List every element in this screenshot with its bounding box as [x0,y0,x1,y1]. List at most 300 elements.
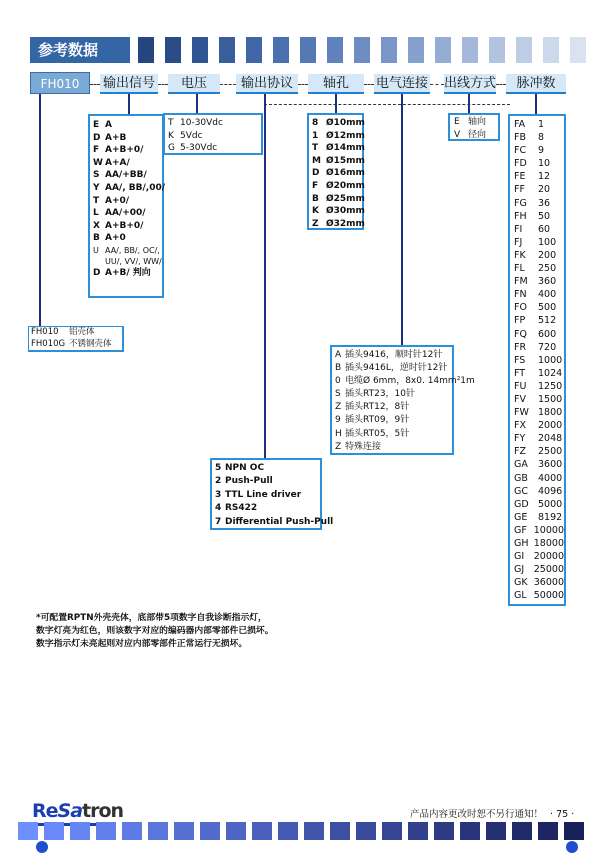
footer-square [18,822,38,840]
footer-square [44,822,64,840]
signal-item [93,256,162,267]
connection-item-code: A [335,350,342,360]
pulse-item [514,170,564,183]
footer-square [434,822,454,840]
pulse-item [514,328,564,341]
pulse-item-label: 1000 [538,354,563,366]
header-square [489,37,505,63]
signal-item-code: E [93,120,100,130]
pulse-item [514,301,564,314]
shaft-item [312,142,365,155]
pulse-item-code: FA [514,119,526,130]
outlet-item-code: V [454,129,461,140]
separator [430,84,444,85]
header-square [462,37,478,63]
signal-item-code: D [93,267,101,278]
shaft-item-code: K [312,206,319,217]
signal-item-code: B [93,233,100,244]
pulse-list [508,114,566,606]
housing-item [31,327,122,339]
connection-list [330,345,475,455]
shaft-item-code: Z [312,218,319,229]
signal-item-label: A [105,120,112,130]
footer-square [512,822,532,840]
pulse-item [514,432,564,445]
pulse-item-code: GI [514,551,525,563]
protocol-item [215,475,320,488]
signal-item [93,169,162,182]
outlet-item-label: 轴向 [468,117,487,127]
pulse-item-code: FG [514,197,527,209]
signal-item-label: AA/+00/ [105,208,146,219]
shaft-item [312,218,365,231]
pulse-item [514,367,564,380]
connection-item-code: S [335,389,341,400]
model-code: FH010 [30,72,90,94]
connection-item-label: 插头9416L，逆时针12针 [345,363,448,374]
shaft-item-label: Ø15mm [326,155,365,166]
pulse-item [514,511,564,524]
signal-item-code: X [93,220,100,231]
pulse-item-code: FW [514,407,529,419]
pulse-item-label: 20000 [533,551,564,563]
housing-item [31,339,122,351]
pulse-item-label: 720 [538,341,557,353]
protocol-item-code: 7 [215,516,222,527]
voltage-item [168,117,261,130]
pulse-item [514,537,564,550]
column-connection: 电气连接 [374,74,430,94]
signal-item [93,245,162,256]
protocol-item-label: TTL Line driver [225,489,302,500]
pulse-item-label: 5000 [538,498,563,510]
footer-square [96,822,116,840]
pulse-item-label: 36000 [533,577,564,589]
shaft-item-code: M [312,155,321,166]
signal-item [93,207,162,220]
pulse-item [514,314,564,327]
connection-item [335,414,452,427]
connection-item-label: 电缆Ø 6mm，8x0. 14mm²1m [345,376,475,387]
connection-item [335,349,452,362]
signal-item [93,195,162,208]
header-square [273,37,289,63]
pulse-item-label: 60 [538,223,551,235]
pulse-item [514,393,564,406]
protocol-item-code: 4 [215,503,222,514]
shaft-item-label: Ø14mm [326,143,365,154]
protocol-item-code: 2 [215,476,222,487]
voltage-item [168,130,261,143]
page-number: · 75 · [550,809,575,820]
separator [90,84,100,85]
separator [364,84,374,85]
pulse-item-label: 512 [538,315,557,327]
housing-item-label: 不锈钢壳体 [69,338,112,349]
column-voltage: 电压 [168,74,220,94]
footer-square [252,822,272,840]
connection-item-code: 0 [335,376,341,387]
pulse-item [514,144,564,157]
shaft-item-code: D [312,168,320,179]
pulse-item-label: 9 [538,145,545,157]
shaft-item-label: Ø32mm [326,218,365,229]
signal-item-label: A+B/ 判向 [105,267,151,278]
connector-line [128,94,130,116]
pulse-item [514,498,564,511]
pulse-item [514,262,564,275]
pulse-item [514,589,564,602]
footer-notice-text: 产品内容更改时恕不另行通知！ [410,809,544,820]
pulse-item-code: FH [514,210,527,222]
header-square [408,37,424,63]
note-line: 数字灯亮为红色，则该数字对应的编码器内部零部件已损坏。 [36,626,274,636]
housing-list [28,326,124,352]
pulse-item-label: 2000 [538,420,563,432]
pulse-item-label: 36 [538,197,551,209]
pulse-item-code: GE [514,511,528,523]
dashed-guide [264,104,510,105]
protocol-item-label: Differential Push-Pull [225,516,334,527]
pulse-item-code: FP [514,315,526,327]
signal-item-code: W [93,157,103,168]
footer-square [200,822,220,840]
pulse-item-code: GF [514,524,527,536]
pulse-item-code: FQ [514,328,527,340]
pulse-item-code: FJ [514,236,523,248]
pulse-item [514,380,564,393]
signal-item-label: AA/, BB/, OC/, [105,245,160,255]
note-line: 数字指示灯未亮起则对应内部零部件正常运行无损坏。 [36,639,248,649]
connection-item-code: Z [335,402,342,413]
pulse-item [514,458,564,471]
shaft-item-label: Ø12mm [326,130,365,141]
footer-square [226,822,246,840]
shaft-item-code: T [312,143,319,154]
pulse-item-label: 50000 [533,590,564,602]
pulse-item-label: 600 [538,328,557,340]
protocol-item-code: 3 [215,489,222,500]
pulse-item-label: 360 [538,276,557,288]
connection-item-label: 插头RT12，8针 [345,402,410,413]
notes [36,612,274,651]
pulse-item [514,485,564,498]
column-pulse: 脉冲数 [506,74,566,94]
resatron-logo [32,800,123,822]
signal-item-label: A+B [105,132,127,143]
voltage-item-code: T [168,118,174,128]
signal-item [93,132,162,145]
pulse-item-code: FZ [514,446,526,458]
pulse-item-label: 10 [538,158,551,170]
separator [220,84,236,85]
signal-item-label: A+A/ [105,157,130,168]
footer-square [122,822,142,840]
connector-line [535,94,537,114]
column-output-signal: 输出信号 [100,74,158,94]
pulse-item-code: GB [514,472,528,484]
header-square [246,37,262,63]
shaft-item-label: Ø20mm [326,180,365,191]
connection-item-label: 特殊连接 [345,441,382,452]
footer-square [148,822,168,840]
pulse-item-label: 2048 [538,433,563,445]
signal-item-label: A+0 [105,233,126,244]
pulse-item-label: 1250 [538,380,563,392]
header-square [165,37,181,63]
pulse-item-code: FC [514,145,527,157]
pulse-item [514,445,564,458]
signal-item-label: AA/+BB/ [105,170,147,181]
footer-square [330,822,350,840]
voltage-item-code: K [168,130,174,141]
pulse-item-label: 200 [538,249,557,261]
shaft-item-code: B [312,193,319,204]
pulse-item-code: FU [514,380,527,392]
pulse-item-label: 8192 [538,511,563,523]
signal-item-code: S [93,170,100,181]
header-bar [30,37,604,63]
column-shaft: 轴孔 [308,74,364,94]
protocol-item [215,489,320,502]
voltage-item-label: 10-30Vdc [180,118,223,128]
header-square [435,37,451,63]
shaft-item [312,155,365,168]
footer-square [538,822,558,840]
logo-re: Re [32,800,58,822]
connector-line [264,94,266,458]
connection-item-code: Z [335,441,342,452]
protocol-item [215,502,320,515]
voltage-item-code: G [168,143,175,154]
shaft-item [312,205,365,218]
pulse-item [514,406,564,419]
signal-item-label: A+0/ [105,195,130,206]
pulse-item-code: GJ [514,564,525,576]
shaft-item-code: 8 [312,118,319,128]
header-square [354,37,370,63]
header-square [570,37,586,63]
protocol-item [215,516,334,529]
pulse-item [514,288,564,301]
pulse-item-code: FS [514,354,526,366]
outlet-item [454,129,498,142]
pulse-item-label: 100 [538,236,557,248]
signal-item-code: U [93,245,99,255]
pulse-item-label: 400 [538,289,557,301]
signal-item-code: D [93,132,101,143]
header-square [138,37,154,63]
connection-item-label: 插头RT09，9针 [345,415,410,426]
pulse-item-label: 1024 [538,367,563,379]
logo-tron: tron [82,800,124,822]
signal-item-label: A+B+0/ [105,145,144,156]
pulse-item-label: 250 [538,263,557,275]
pulse-item-code: FX [514,420,526,432]
pulse-item-code: FD [514,158,527,170]
page-title: 参考数据 [30,37,130,63]
voltage-item [168,142,261,155]
logo-sa: Sa [57,800,83,822]
footer-square [304,822,324,840]
connection-item [335,401,452,414]
pulse-item-label: 4000 [538,472,563,484]
voltage-item-label: 5-30Vdc [180,143,218,154]
pulse-item [514,354,564,367]
pulse-item-code: FK [514,249,526,261]
voltage-list [163,113,263,155]
pulse-item-code: FV [514,393,526,405]
signal-item [93,144,162,157]
footer-square [174,822,194,840]
shaft-item-label: Ø25mm [326,193,365,204]
pulse-item-code: FR [514,341,527,353]
voltage-item-label: 5Vdc [180,130,203,141]
protocol-item [215,462,320,475]
connection-item-code: H [335,428,342,439]
pulse-item-code: GD [514,498,529,510]
pulse-item-label: 2500 [538,446,563,458]
signal-item [93,267,162,280]
signal-item [93,220,162,233]
footer-square [460,822,480,840]
shaft-list [307,113,364,230]
footer-square [486,822,506,840]
pulse-item [514,183,564,196]
pulse-item-label: 8 [538,132,545,144]
connection-item [335,375,475,388]
shaft-item [312,180,365,193]
signal-item-code: Y [93,182,100,193]
shaft-item-code: 1 [312,130,319,141]
connection-item-code: B [335,363,342,374]
header-square [516,37,532,63]
signal-item-code: F [93,145,100,156]
pulse-item-code: GA [514,459,528,471]
pulse-item-label: 1 [538,119,545,130]
pulse-item [514,210,564,223]
footer-square [382,822,402,840]
pulse-item-label: 12 [538,171,551,183]
pulse-item-code: FI [514,223,523,235]
header-square [300,37,316,63]
signal-item-label: A+B+0/ [105,220,144,231]
logo-underline [32,823,102,826]
pulse-item [514,341,564,354]
pulse-item-code: FB [514,132,526,144]
pulse-item-code: FL [514,263,525,275]
pulse-item-code: FY [514,433,526,445]
signal-item [93,157,162,170]
pulse-item [514,118,564,131]
protocol-item-label: Push-Pull [225,476,273,487]
connection-item-label: 插头RT05，5针 [345,428,410,439]
pulse-item-label: 1500 [538,393,563,405]
separator [298,84,308,85]
connection-item-label: 插头RT23，10针 [345,389,416,400]
pulse-item [514,563,564,576]
pulse-item [514,236,564,249]
column-protocol: 输出协议 [236,74,298,94]
outlet-list [448,113,500,141]
shaft-item-label: Ø10mm [326,118,365,128]
connector-line [196,94,198,114]
pulse-item-code: GC [514,485,528,497]
pulse-item [514,275,564,288]
header-square [381,37,397,63]
signal-item-label: UU/, VV/, WW/ [105,256,162,266]
footer-notice [410,806,574,820]
pulse-item-code: FF [514,184,525,196]
footer-square [564,822,584,840]
signal-item-code: L [93,208,99,219]
pulse-item [514,223,564,236]
footer-square [356,822,376,840]
outlet-item-code: E [454,117,460,127]
pulse-item-code: FN [514,289,527,301]
pulse-item-code: FM [514,276,528,288]
signal-item-code: T [93,195,100,206]
footer-square [408,822,428,840]
connection-item [335,362,452,375]
footer-square [278,822,298,840]
separator [158,84,168,85]
pulse-item [514,576,564,589]
pulse-item-label: 20 [538,184,551,196]
pulse-item-code: GH [514,538,529,549]
connection-item [335,388,452,401]
pulse-item-label: 1800 [538,407,563,419]
separator [496,84,506,85]
pulse-item-code: GL [514,590,527,602]
signal-item [93,182,166,195]
shaft-item [312,193,365,206]
connection-item [335,441,452,454]
pulse-item [514,131,564,144]
pulse-item-code: FT [514,367,526,379]
shaft-item-label: Ø30mm [326,206,365,217]
outlet-item [454,116,498,129]
outlet-item-label: 径向 [468,129,487,140]
protocol-item-code: 5 [215,463,222,473]
pulse-item-label: 18000 [533,538,564,549]
signal-item [93,232,162,245]
connection-item-label: 插头9416，顺时针12针 [345,350,443,360]
footer-dot [566,841,578,853]
pulse-item [514,197,564,210]
housing-item-label: 铝壳体 [69,327,95,337]
signal-item [93,119,162,132]
pulse-item-code: FE [514,171,526,183]
pulse-item [514,550,564,563]
housing-item-code: FH010G [31,338,66,349]
pulse-item-code: GK [514,577,528,589]
pulse-item-label: 500 [538,302,557,314]
pulse-item-label: 10000 [533,524,564,536]
pulse-item [514,249,564,262]
shaft-item-code: F [312,180,319,191]
header-square [543,37,559,63]
pulse-item-code: FO [514,302,527,314]
output-signal-list [88,114,164,298]
header-square [327,37,343,63]
pulse-item [514,419,564,432]
protocol-item-label: NPN OC [225,463,265,473]
pulse-item-label: 4096 [538,485,563,497]
connection-item-code: 9 [335,415,341,426]
shaft-item-label: Ø16mm [326,168,365,179]
pulse-item-label: 3600 [538,459,563,471]
